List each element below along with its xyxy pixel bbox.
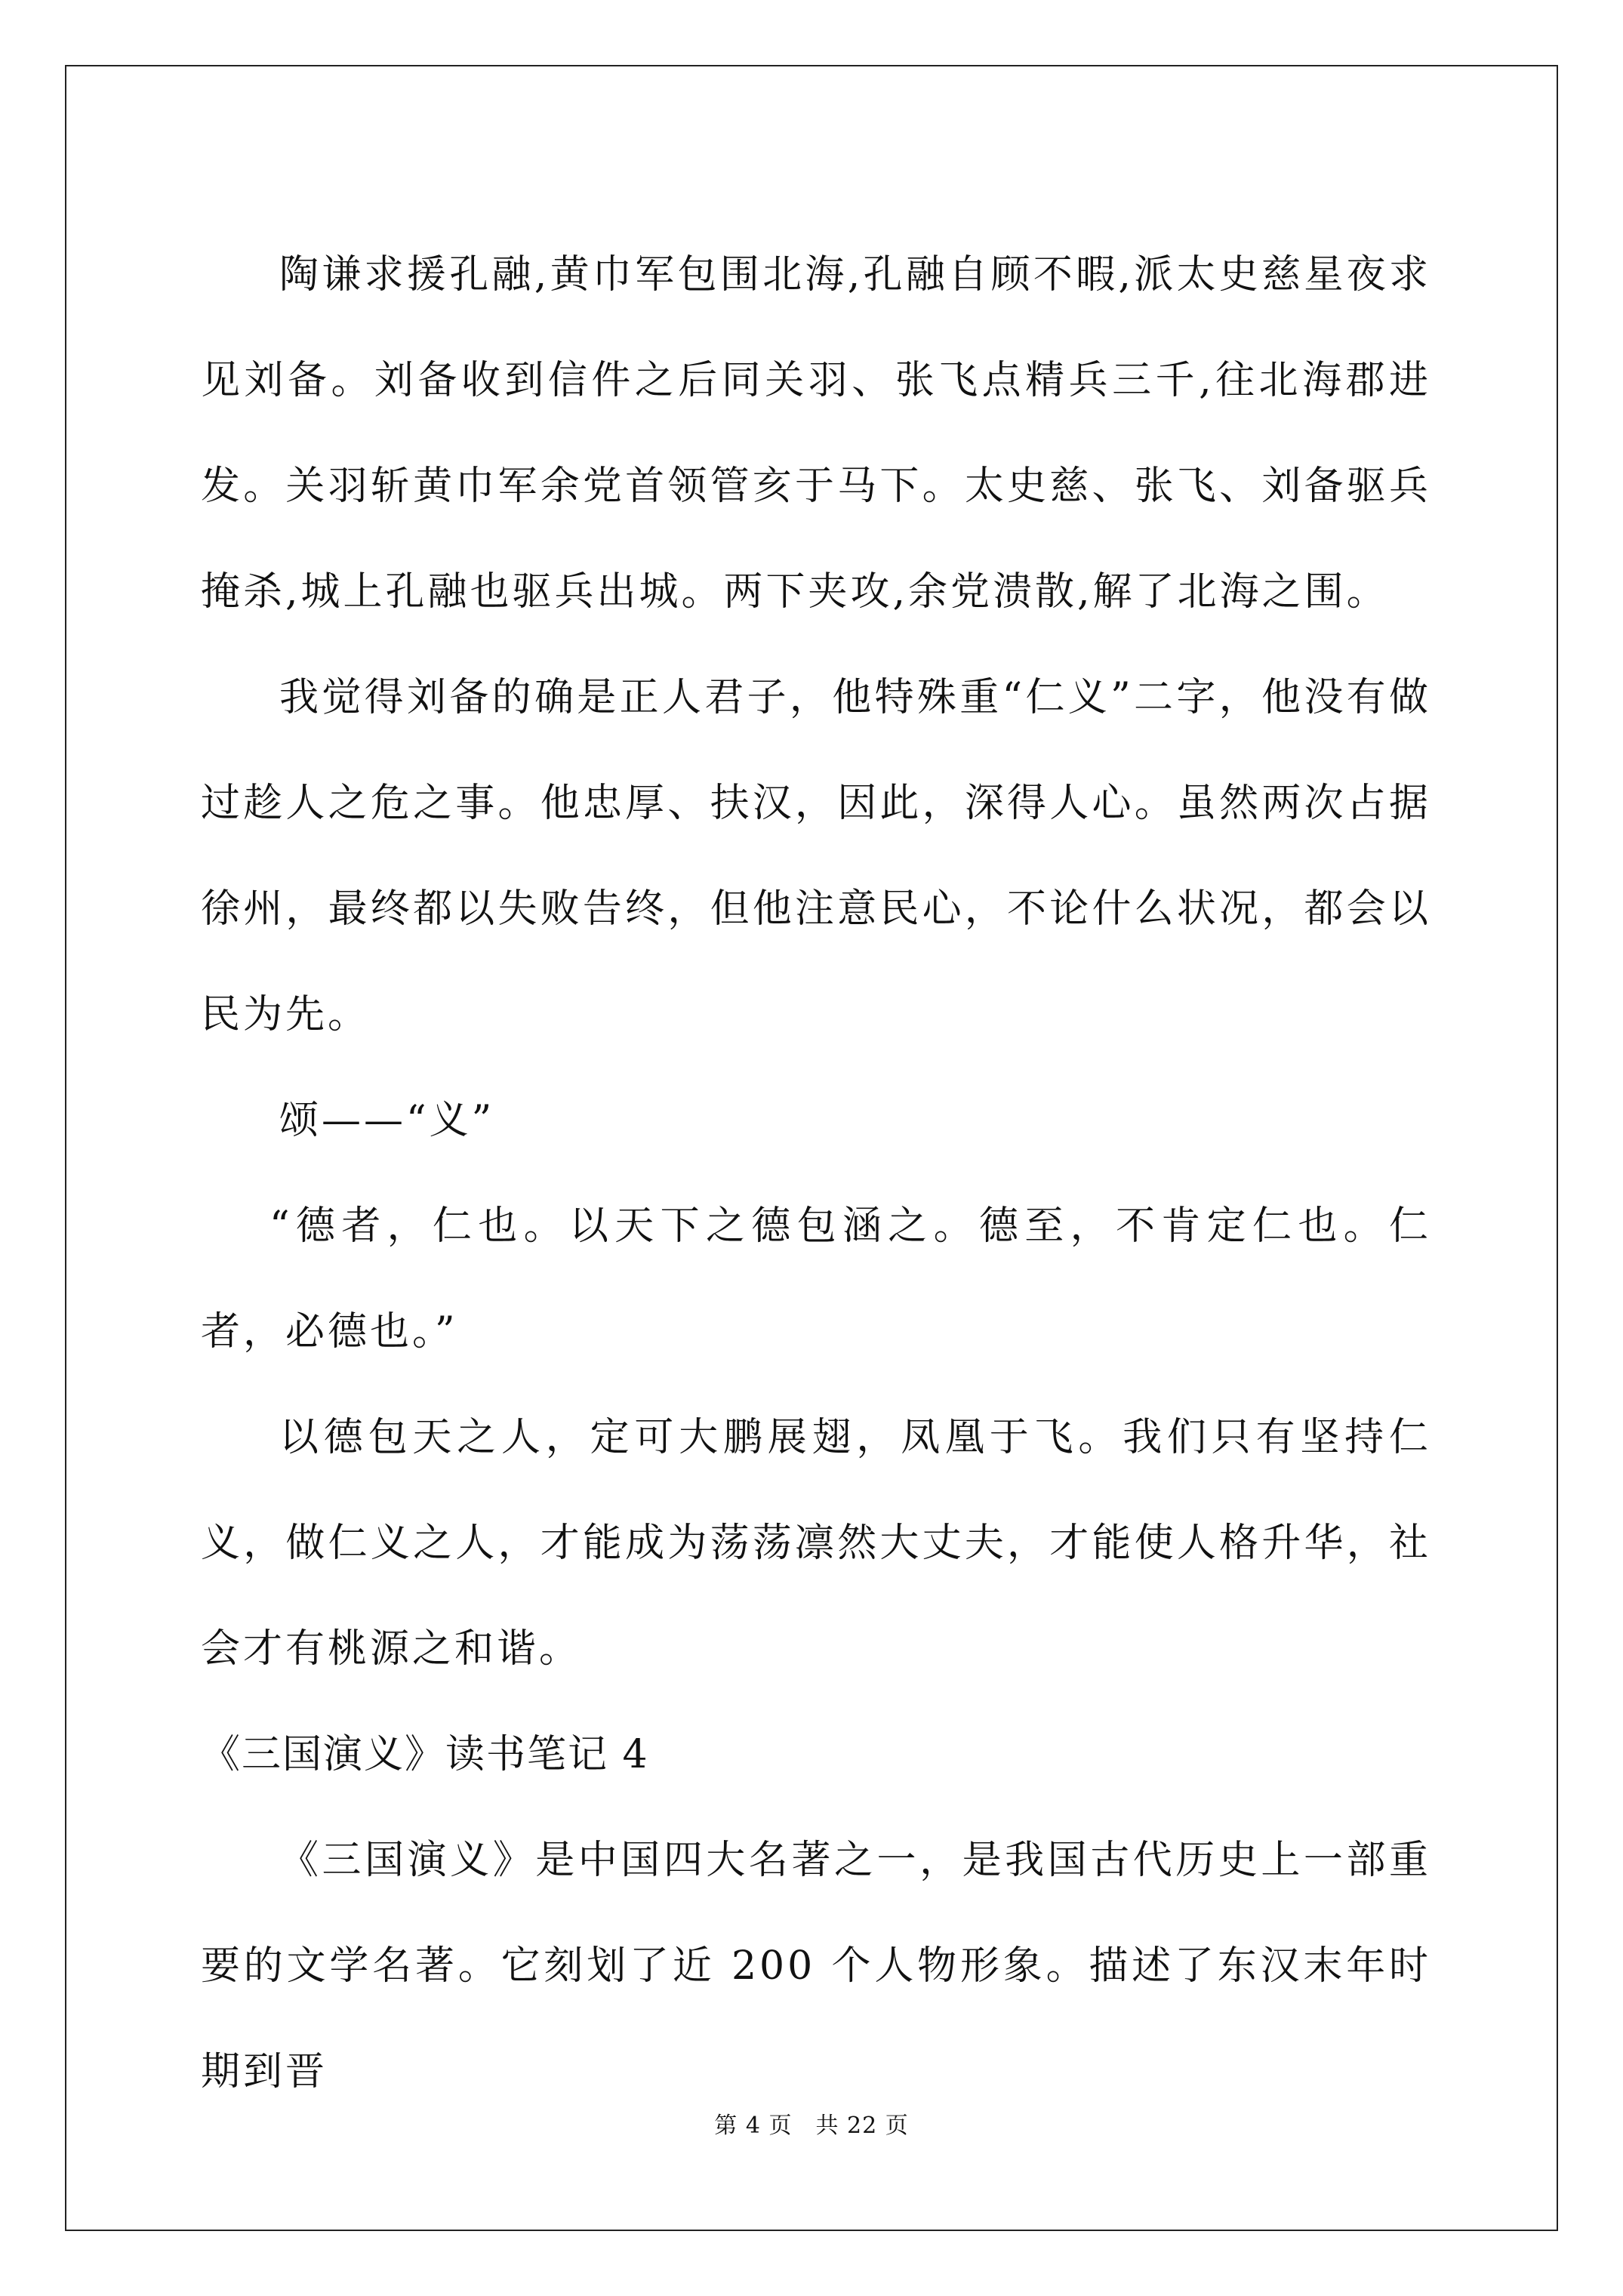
paragraph-rescue-beihai: 陶谦求援孔融,黄巾军包围北海,孔融自顾不暇,派太史慈星夜求见刘备。刘备收到信件之后同关羽、张飞点精兵三千,往北海郡进发。关羽斩黄巾军余党首领管亥于马下。太史慈、张飞、刘备驱兵掩杀,城上孔融也驱兵出城。两下夹攻,余党溃散,解了北海之围。: [201, 252, 1431, 615]
document-body: [201, 222, 1431, 2125]
paragraph-quote: “德者，仁也。以天下之德包涵之。德至，不肯定仁也。仁者，必德也。”: [201, 1203, 1431, 1354]
section-title: 《三国演义》读书笔记 4: [201, 1732, 649, 1777]
paragraph-conclusion: 以德包天之人，定可大鹏展翅，凤凰于飞。我们只有坚持仁义，做仁义之人，才能成为荡荡凛然大丈夫，才能使人格升华，社会才有桃源之和谐。: [201, 1415, 1431, 1672]
paragraph-section-intro: 《三国演义》是中国四大名著之一，是我国古代历史上一部重要的文学名著。它刻划了近 200 个人物形象。描述了东汉末年时期到晋: [201, 1838, 1431, 2094]
paragraph-ode-title: 颂——“义”: [279, 1098, 495, 1143]
paragraph-liubei-virtue: 我觉得刘备的确是正人君子，他特殊重“仁义”二字，他没有做过趁人之危之事。他忠厚、扶汉，因此，深得人心。虽然两次占据徐州，最终都以失败告终，但他注意民心，不论什么状况，都会以民为先。: [201, 675, 1431, 1037]
page-number: 第 4 页 共 22 页: [714, 2113, 909, 2139]
